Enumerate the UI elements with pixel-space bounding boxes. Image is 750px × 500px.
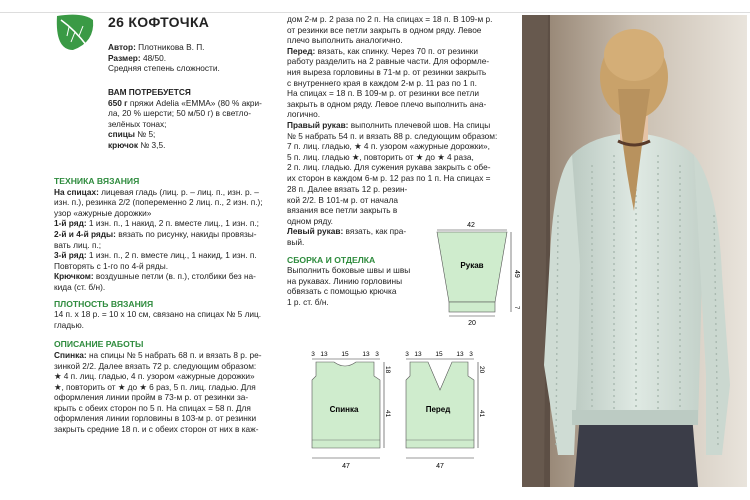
svg-text:3: 3 (469, 351, 473, 358)
footer-bar (0, 486, 750, 500)
front-side-bottom: 41 (478, 410, 485, 418)
back-label: Спинка (329, 405, 359, 414)
text-line: Правый рукав: выполнить плечевой шов. На спицы (287, 119, 491, 130)
text-line: Левый рукав: вязать, как пра- (287, 226, 407, 237)
pattern-title: 26 КОФТОЧКА (108, 14, 210, 30)
svg-text:13: 13 (414, 351, 422, 358)
text-line: 5 п. лиц. гладью ★, повторить от ★ до ★ 4 раза, (287, 151, 474, 162)
svg-text:3: 3 (405, 351, 409, 358)
author: Плотникова В. П. (138, 42, 205, 52)
svg-text:15: 15 (435, 351, 443, 358)
text-line: ния выреза горловины в 71-м р. от резинки закрыть (287, 66, 487, 77)
text-line: закрыть средние 18 п. и с обеих сторон от них в каж- (54, 424, 259, 435)
text-line: Повторять с 1-го по 4-й ряды. (54, 260, 169, 271)
text-line: кой 2/2. В 101-м р. от начала (287, 194, 399, 205)
sleeve-height: 49 (513, 270, 520, 278)
front-diagram (394, 348, 494, 470)
column-2-text-b: 28 п. Далее вязать 12 р. резин- кой 2/2. В 101-м р. от начала вязания все петли закрыть в одном ряду. Левый рукав: вязать, как пра- вый. СБОРКА И ОТДЕЛКА Выполнить боковые швы и швы на рукавах. Линию горловины обвязать с помощью крючка 1 р. ст. б/н. (287, 184, 427, 308)
text-line: 3-й ряд: 1 изн. п., 2 п. вместе лиц., 1 накид, 1 изн. п. (54, 250, 257, 261)
leaf-icon (53, 12, 95, 52)
text-line: Спинка: на спицы № 5 набрать 68 п. и вязать 8 р. ре- (54, 349, 262, 360)
text-line: оформления линии пройм в 73-м р. от резинки за- (54, 392, 249, 403)
text-line: вязания все петли закрыть в (287, 205, 398, 216)
size-label: Размер: (108, 52, 141, 63)
svg-text:15: 15 (341, 351, 349, 358)
text-line: № 5 набрать 54 п. и вязать 88 р. следующим образом: (287, 130, 498, 141)
back-side-top: 18 (384, 366, 391, 374)
text-line: На спицах: лицевая гладь (лиц. р. – лиц. п., изн. р. – (54, 186, 259, 197)
svg-text:13: 13 (362, 351, 370, 358)
sleeve-label: Рукав (460, 261, 484, 270)
text-line: 2 п. лиц. гладью. Для сужения рукава закрыть с обе- (287, 162, 491, 173)
back-side-bottom: 41 (384, 410, 391, 418)
text-line: плечо выполнить аналогично. (287, 35, 403, 46)
text-line: ★, повторить от ★ до ★ 6 раз, 5 п. лиц. гладью. Для (54, 381, 256, 392)
density-heading: ПЛОТНОСТЬ ВЯЗАНИЯ (54, 298, 154, 309)
text-line: вый. (287, 236, 305, 247)
front-side-top: 20 (478, 366, 485, 374)
front-label: Перед (425, 405, 451, 414)
text-line: дом 2-м р. 2 раза по 2 п. На спицах = 18 п. В 109-м р. (287, 14, 493, 24)
text-line: логично. (287, 109, 321, 120)
text-line: работу разделить на 2 равные части. Для оформле- (287, 56, 490, 67)
text-line: зинкой 2/2. Далее вязать 72 р. следующим образом: (54, 360, 257, 371)
svg-text:13: 13 (456, 351, 464, 358)
header-info (108, 42, 278, 74)
back-diagram (300, 348, 400, 470)
technique-heading: ТЕХНИКА ВЯЗАНИЯ (54, 176, 140, 186)
model-photo (522, 15, 747, 487)
text-line: 1-й ряд: 1 изн. п., 1 накид, 2 п. вместе лиц., 1 изн. п.; (54, 218, 259, 229)
text-line: узор «ажурные дорожки» (54, 207, 152, 218)
size: 48/50. (142, 52, 167, 63)
text-line: их сторон в каждом 6-м р. 12 раз по 1 п. На спицах = (287, 172, 491, 183)
top-bar (0, 0, 750, 13)
column-2-text (287, 14, 515, 184)
materials-section: ВАМ ПОТРЕБУЕТСЯ 650 г пряжи Adelia «EMMA» (80 % акри- ла, 20 % шерсти; 50 м/50 г) в светло- зелёных тонах; спицы № 5; крючок № 3,5. (108, 87, 280, 151)
assembly-heading: СБОРКА И ОТДЕЛКА (287, 254, 376, 265)
sleeve-bottom-width: 20 (468, 320, 476, 327)
svg-text:3: 3 (311, 351, 315, 358)
text-line: оформления линии горловины в 103-м р. от резинки (54, 413, 257, 424)
difficulty: Средняя степень сложности. (108, 63, 220, 74)
text-line: На спицах = 18 п. В 109-м р. от резинки все петли (287, 88, 479, 99)
sleeve-cuff: 7 (513, 306, 519, 310)
text-line: 2-й и 4-й ряды: вязать по рисунку, накиды провязы- (54, 228, 257, 239)
svg-text:13: 13 (320, 351, 328, 358)
text-line: кида (ст. б/н). (54, 281, 106, 292)
text-line: одном ряду. (287, 215, 333, 226)
text-line: Перед: вязать, как спинку. Через 70 п. от резинки (287, 45, 479, 56)
text-line: с внутреннего края в каждом 2-м р. 11 раз по 1 п. (287, 77, 477, 88)
back-bottom-width: 47 (342, 463, 350, 470)
author-label: Автор: (108, 42, 136, 52)
front-bottom-width: 47 (436, 463, 444, 470)
text-line: от резинки все петли закрыть в одном ряду. Левое (287, 24, 482, 35)
sleeve-diagram (425, 218, 520, 330)
text-line: изн. п.), резинка 2/2 (попеременно 2 лиц. п., 2 изн. п.); (54, 197, 263, 208)
sleeve-top-width: 42 (467, 222, 475, 229)
text-line: закрыть в одном ряду. Левое плечо выполнить ана- (287, 98, 487, 109)
text-line: ★ 4 п. лиц. гладью, 4 п. узором «ажурные дорожки» (54, 371, 255, 382)
work-heading: ОПИСАНИЕ РАБОТЫ (54, 339, 144, 350)
materials-heading: ВАМ ПОТРЕБУЕТСЯ (108, 87, 191, 97)
text-line: Крючком: воздушные петли (в. п.), столбики без на- (54, 271, 256, 282)
text-line: 28 п. Далее вязать 12 р. резин- (287, 184, 408, 194)
text-line: крыть с обеих сторон по 5 п. На спицах = 58 п. Для (54, 402, 251, 413)
text-line: вать лиц. п.; (54, 239, 102, 250)
svg-text:3: 3 (375, 351, 379, 358)
text-line: 7 п. лиц. гладью, ★ 4 п. узором «ажурные дорожки», (287, 141, 490, 152)
technique-section: ТЕХНИКА ВЯЗАНИЯ На спицах: лицевая гладь (лиц. р. – лиц. п., изн. р. – изн. п.), резинка 2/2 (попеременно 2 лиц. п., 2 изн. п.); узор «ажурные дорожки» 1-й ряд: 1 изн. п., 1 накид, 2 п. вместе лиц., 1 изн. п.; 2-й и 4-й ряды: вязать по рисунку, накиды провязы- вать лиц. п.; 3-й ряд: 1 изн. п., 2 п. вместе лиц., 1 накид, 1 изн. п. Повторять с 1-го по 4-й ряды. Крючком: воздушные петли (в. п.), столбики без на- кида (ст. б/н). ПЛОТНОСТЬ ВЯЗАНИЯ 14 п. х 18 р. = 10 х 10 см, связано на спицах № 5 лиц. гладью. ОПИСАНИЕ РАБОТЫ Спинка: на спицы № 5 набрать 68 п. и вязать 8 р. ре- зинкой 2/2. Далее вязать 72 р. следующим образом: ★ 4 п. лиц. гладью, 4 п. узором «ажурные дорожки» ★, повторить от ★ до ★ 6 раз, 5 п. лиц. гладью. Для оформления линии пройм в 73-м р. от резинки за- крыть с обеих сторон по 5 п. На спицах = 58 п. Для оформления линии горловины в 103-м р. от резинки закрыть средние 18 п. и с обеих сторон от них в каж- (54, 176, 279, 435)
